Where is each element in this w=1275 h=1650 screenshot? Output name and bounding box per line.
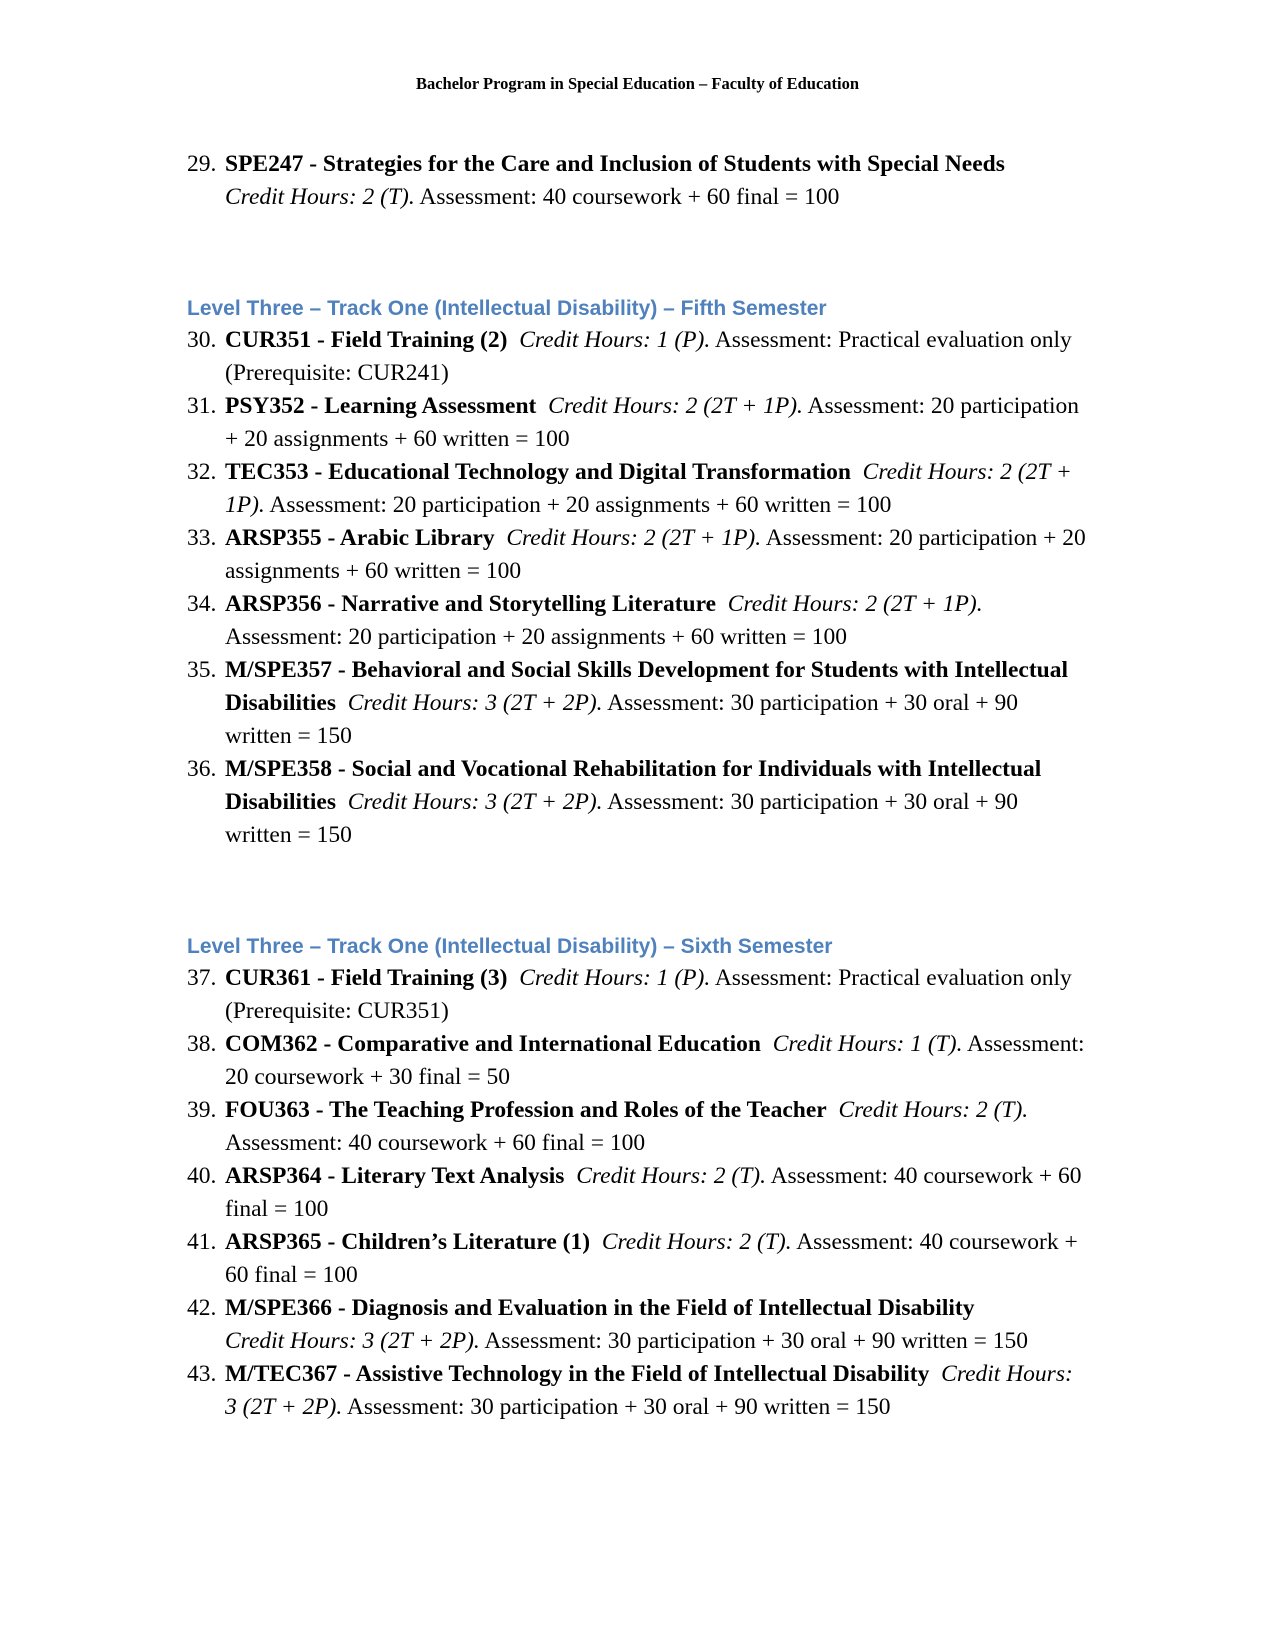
course-assessment: Assessment: 30 participation + 30 oral + 90 written = 150 [225,789,1019,848]
course-credit-hours: Credit Hours: 2 (2T + 1P). [225,459,1072,518]
course-title: M/TEC367 - Assistive Technology in the Field of Intellectual Disability [225,1361,930,1387]
course-number: 34. [187,591,217,617]
course-title: COM362 - Comparative and International Education [225,1031,761,1057]
course-title: ARSP364 - Literary Text Analysis [225,1163,565,1189]
course-number: 40. [187,1163,217,1189]
course-title: M/SPE358 - Social and Vocational Rehabilitation for Individuals with Intellectual Disabilities [225,756,1042,815]
section-heading-fifth-semester: Level Three – Track One (Intellectual Disability) – Fifth Semester [187,297,827,320]
course-credit-hours: Credit Hours: 2 (T). [225,184,415,210]
course-assessment: Assessment: 40 coursework + 60 final = 100 [225,1229,1078,1288]
course-item-36 [187,753,1087,852]
course-title: ARSP365 - Children’s Literature (1) [225,1229,591,1255]
course-assessment: Assessment: 40 coursework + 60 final = 100 [419,184,840,210]
course-credit-hours: Credit Hours: 2 (2T + 1P). [548,393,803,419]
course-item-42 [187,1292,1087,1358]
page-header: Bachelor Program in Special Education – Faculty of Education [415,74,860,93]
course-item-38 [187,1028,1087,1094]
course-item-35 [187,654,1087,753]
course-number: 37. [187,965,217,991]
course-item-41 [187,1226,1087,1292]
course-number: 30. [187,327,217,353]
course-number: 35. [187,657,217,683]
course-credit-hours: Credit Hours: 1 (P). [519,965,711,991]
course-title: SPE247 - Strategies for the Care and Inclusion of Students with Special Needs [225,151,1005,177]
course-assessment: Assessment: 20 participation + 20 assignments + 60 written = 100 [225,525,1086,584]
course-number: 29. [187,151,217,177]
course-assessment: Assessment: 30 participation + 30 oral + 90 written = 150 [346,1394,891,1420]
course-credit-hours: Credit Hours: 2 (T). [838,1097,1029,1123]
course-title: CUR361 - Field Training (3) [225,965,508,991]
course-credit-hours: Credit Hours: 2 (T). [576,1163,766,1189]
course-title: ARSP356 - Narrative and Storytelling Literature [225,591,717,617]
course-item-34 [187,588,1087,654]
course-assessment: Assessment: Practical evaluation only (Prerequisite: CUR351) [225,965,1072,1024]
course-credit-hours: Credit Hours: 1 (P). [519,327,711,353]
course-assessment: Assessment: 20 participation + 20 assignments + 60 written = 100 [225,393,1080,452]
course-number: 39. [187,1097,217,1123]
course-item-40 [187,1160,1087,1226]
course-credit-hours: Credit Hours: 3 (2T + 2P). [347,690,603,716]
course-item-33 [187,522,1087,588]
course-item-32 [187,456,1087,522]
course-credit-hours: Credit Hours: 3 (2T + 2P). [225,1361,1073,1420]
course-title: PSY352 - Learning Assessment [225,393,537,419]
course-credit-hours: Credit Hours: 2 (2T + 1P). [727,591,983,617]
course-assessment: Assessment: 30 participation + 30 oral + 90 written = 150 [484,1328,1029,1354]
course-item-31 [187,390,1087,456]
course-title: CUR351 - Field Training (2) [225,327,508,353]
course-number: 33. [187,525,217,551]
course-number: 31. [187,393,217,419]
course-title: FOU363 - The Teaching Profession and Roles of the Teacher [225,1097,827,1123]
course-credit-hours: Credit Hours: 2 (2T + 1P). [506,525,762,551]
course-item-39 [187,1094,1087,1160]
course-item-43 [187,1358,1087,1424]
section-heading-sixth-semester: Level Three – Track One (Intellectual Disability) – Sixth Semester [187,935,833,958]
course-number: 36. [187,756,217,782]
course-number: 32. [187,459,217,485]
course-assessment: Assessment: 20 participation + 20 assignments + 60 written = 100 [269,492,892,518]
course-list [187,148,1087,1424]
course-title: ARSP355 - Arabic Library [225,525,495,551]
course-number: 43. [187,1361,217,1387]
course-assessment: Assessment: 20 coursework + 30 final = 50 [225,1031,1085,1090]
course-credit-hours: Credit Hours: 2 (T). [601,1229,792,1255]
course-assessment: Assessment: 40 coursework + 60 final = 100 [225,1130,646,1156]
course-number: 38. [187,1031,217,1057]
course-title: M/SPE357 - Behavioral and Social Skills Development for Students with Intellectual Disabilities [225,657,1068,716]
course-assessment: Assessment: Practical evaluation only (Prerequisite: CUR241) [225,327,1072,386]
course-item-30 [187,324,1087,390]
course-number: 42. [187,1295,217,1321]
course-title: TEC353 - Educational Technology and Digital Transformation [225,459,851,485]
course-assessment: Assessment: 30 participation + 30 oral + 90 written = 150 [225,690,1019,749]
course-assessment: Assessment: 20 participation + 20 assignments + 60 written = 100 [225,624,847,650]
course-title: M/SPE366 - Diagnosis and Evaluation in the Field of Intellectual Disability [225,1295,975,1321]
course-number: 41. [187,1229,217,1255]
course-credit-hours: Credit Hours: 1 (T). [772,1031,963,1057]
course-credit-hours: Credit Hours: 3 (2T + 2P). [347,789,603,815]
course-assessment: Assessment: 40 coursework + 60 final = 100 [225,1163,1082,1222]
course-credit-hours: Credit Hours: 3 (2T + 2P). [225,1328,480,1354]
course-item-37 [187,962,1087,1028]
course-item-29 [187,148,1087,214]
